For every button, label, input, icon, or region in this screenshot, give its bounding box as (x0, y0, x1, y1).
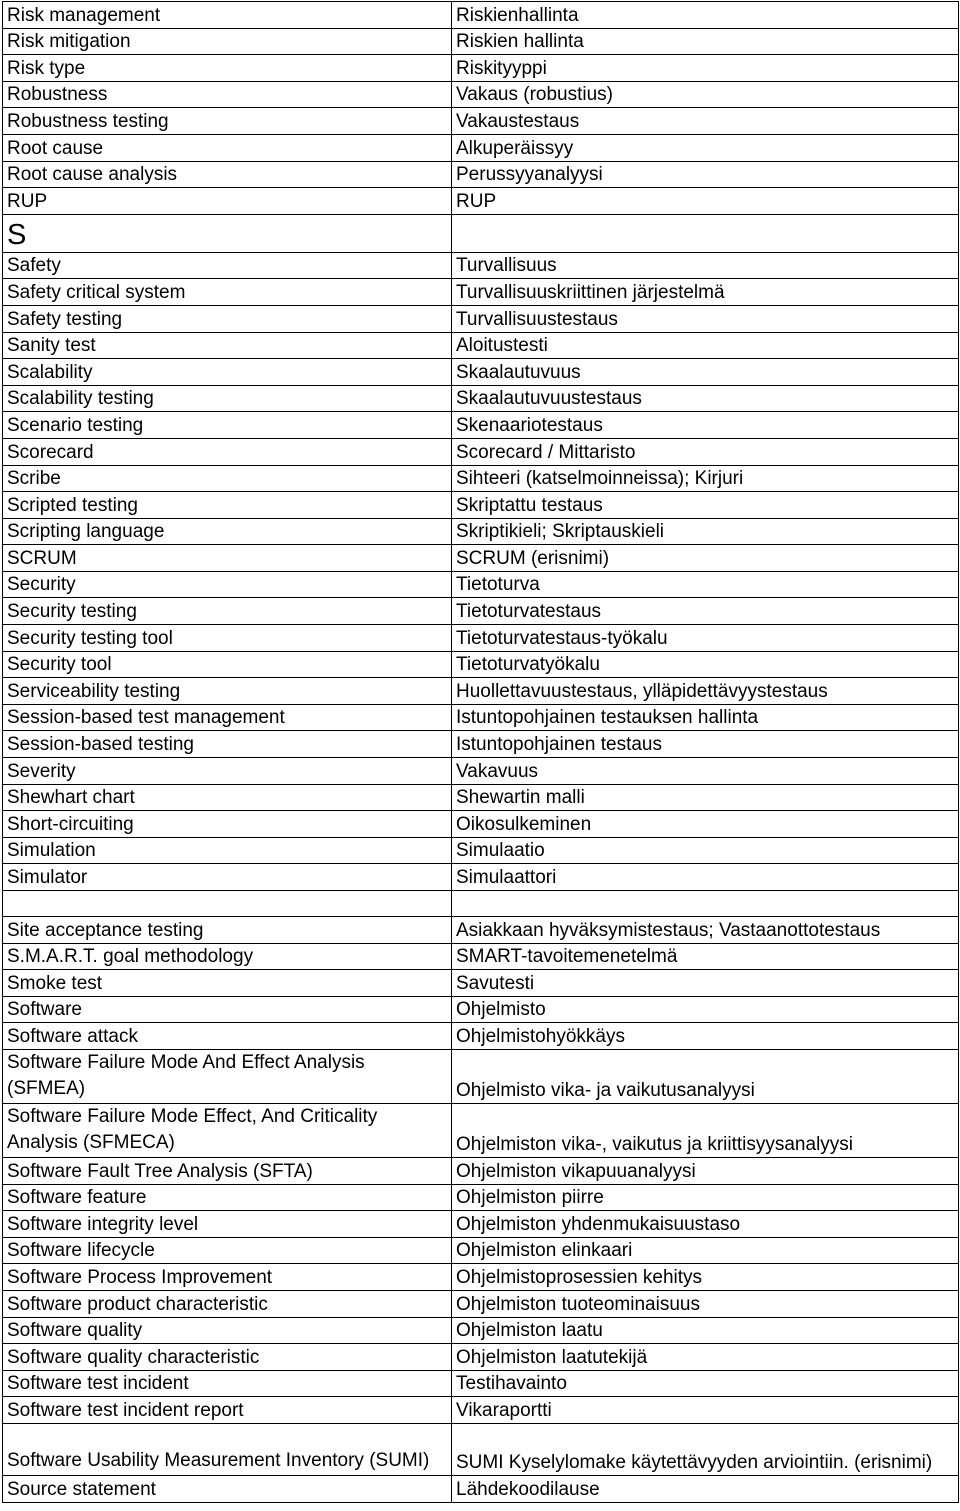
finnish-translation: Tietoturvatestaus-työkalu (452, 625, 959, 652)
table-row (3, 518, 959, 545)
finnish-translation: Perussyyanalyysi (452, 161, 959, 188)
english-term: Scripting language (3, 518, 452, 545)
english-term: Serviceability testing (3, 678, 452, 705)
english-term: Smoke test (3, 970, 452, 997)
finnish-translation: Ohjelmisto (452, 996, 959, 1023)
english-term: Software (3, 996, 452, 1023)
table-row (3, 1049, 959, 1103)
english-term: Software lifecycle (3, 1237, 452, 1264)
finnish-translation: Ohjelmiston yhdenmukaisuustaso (452, 1211, 959, 1238)
finnish-translation: Skriptikieli; Skriptauskieli (452, 518, 959, 545)
finnish-translation: Ohjelmiston piirre (452, 1184, 959, 1211)
table-row (3, 81, 959, 108)
finnish-translation: Ohjelmiston laatu (452, 1317, 959, 1344)
finnish-translation: Alkuperäissyy (452, 134, 959, 161)
finnish-translation: Shewartin malli (452, 784, 959, 811)
table-row (3, 332, 959, 359)
finnish-translation: Ohjelmisto vika- ja vaikutusanalyysi (452, 1049, 959, 1103)
finnish-translation: Riskienhallinta (452, 2, 959, 29)
finnish-translation (452, 891, 959, 917)
english-term: RUP (3, 188, 452, 215)
finnish-translation: Vakaustestaus (452, 108, 959, 135)
table-row (3, 1103, 959, 1157)
finnish-translation: Tietoturvatestaus (452, 598, 959, 625)
table-row (3, 784, 959, 811)
table-row (3, 651, 959, 678)
table-row (3, 917, 959, 944)
table-row (3, 1423, 959, 1475)
table-row (3, 252, 959, 279)
finnish-translation: Ohjelmiston vika-, vaikutus ja kriittisyysanalyysi (452, 1103, 959, 1157)
table-row (3, 1475, 959, 1502)
table-row (3, 1344, 959, 1371)
finnish-translation: Ohjelmiston tuoteominaisuus (452, 1290, 959, 1317)
finnish-translation: Tietoturvatyökalu (452, 651, 959, 678)
english-term: Scalability (3, 359, 452, 386)
english-term: Root cause (3, 134, 452, 161)
finnish-translation: SMART-tavoitemenetelmä (452, 943, 959, 970)
english-term: Security testing tool (3, 625, 452, 652)
table-row (3, 864, 959, 891)
english-term: Software quality characteristic (3, 1344, 452, 1371)
finnish-translation: Skriptattu testaus (452, 492, 959, 519)
english-term: Software Usability Measurement Inventory (SUMI) (3, 1423, 452, 1475)
table-row (3, 438, 959, 465)
table-row (3, 1023, 959, 1050)
english-term: Scorecard (3, 438, 452, 465)
spacer-row (3, 891, 959, 917)
finnish-translation: Riskityyppi (452, 55, 959, 82)
english-term: Software Fault Tree Analysis (SFTA) (3, 1157, 452, 1184)
english-term: Session-based testing (3, 731, 452, 758)
english-term: Robustness (3, 81, 452, 108)
english-term: Risk management (3, 2, 452, 29)
english-term: Safety (3, 252, 452, 279)
english-term: Simulator (3, 864, 452, 891)
finnish-translation: Turvallisuustestaus (452, 305, 959, 332)
table-row (3, 1317, 959, 1344)
finnish-translation: Scorecard / Mittaristo (452, 438, 959, 465)
english-term: Sanity test (3, 332, 452, 359)
finnish-translation: Ohjelmiston elinkaari (452, 1237, 959, 1264)
english-term: Site acceptance testing (3, 917, 452, 944)
table-row (3, 811, 959, 838)
finnish-translation: Huollettavuustestaus, ylläpidettävyystestaus (452, 678, 959, 705)
english-term: Software test incident (3, 1370, 452, 1397)
table-row (3, 1264, 959, 1291)
english-term: Safety critical system (3, 279, 452, 306)
english-term: Software Process Improvement (3, 1264, 452, 1291)
english-term: Shewhart chart (3, 784, 452, 811)
table-row (3, 28, 959, 55)
table-row (3, 492, 959, 519)
table-row (3, 1237, 959, 1264)
table-row (3, 1370, 959, 1397)
table-row (3, 1157, 959, 1184)
finnish-translation: Skenaariotestaus (452, 412, 959, 439)
finnish-translation: Vikaraportti (452, 1397, 959, 1424)
english-term: Software attack (3, 1023, 452, 1050)
table-row (3, 1184, 959, 1211)
table-row (3, 305, 959, 332)
finnish-translation: Savutesti (452, 970, 959, 997)
english-term: Software Failure Mode Effect, And Criticality Analysis (SFMECA) (3, 1103, 452, 1157)
finnish-translation: Turvallisuuskriittinen järjestelmä (452, 279, 959, 306)
table-row (3, 465, 959, 492)
english-term: Software integrity level (3, 1211, 452, 1238)
finnish-translation (452, 214, 959, 252)
english-term (3, 891, 452, 917)
finnish-translation: Ohjelmiston laatutekijä (452, 1344, 959, 1371)
table-row (3, 545, 959, 572)
english-term: Scripted testing (3, 492, 452, 519)
finnish-translation: Ohjelmiston vikapuuanalyysi (452, 1157, 959, 1184)
english-term: Software feature (3, 1184, 452, 1211)
finnish-translation: Sihteeri (katselmoinneissa); Kirjuri (452, 465, 959, 492)
finnish-translation: SUMI Kyselylomake käytettävyyden arviointiin. (erisnimi) (452, 1423, 959, 1475)
table-row (3, 704, 959, 731)
table-row (3, 412, 959, 439)
finnish-translation: Riskien hallinta (452, 28, 959, 55)
finnish-translation: Testihavainto (452, 1370, 959, 1397)
table-row (3, 943, 959, 970)
table-row (3, 598, 959, 625)
finnish-translation: Ohjelmistohyökkäys (452, 1023, 959, 1050)
finnish-translation: RUP (452, 188, 959, 215)
finnish-translation: SCRUM (erisnimi) (452, 545, 959, 572)
english-term: SCRUM (3, 545, 452, 572)
finnish-translation: Simulaattori (452, 864, 959, 891)
english-term: Software quality (3, 1317, 452, 1344)
english-term: Security testing (3, 598, 452, 625)
table-row (3, 2, 959, 29)
finnish-translation: Istuntopohjainen testauksen hallinta (452, 704, 959, 731)
finnish-translation: Vakavuus (452, 758, 959, 785)
english-term: Simulation (3, 837, 452, 864)
english-term: Security tool (3, 651, 452, 678)
table-row (3, 279, 959, 306)
english-term: Robustness testing (3, 108, 452, 135)
english-term: Software product characteristic (3, 1290, 452, 1317)
finnish-translation: Ohjelmistoprosessien kehitys (452, 1264, 959, 1291)
table-row (3, 1290, 959, 1317)
table-row (3, 970, 959, 997)
finnish-translation: Lähdekoodilause (452, 1475, 959, 1502)
section-letter: S (3, 214, 452, 252)
english-term: Source statement (3, 1475, 452, 1502)
english-term: S.M.A.R.T. goal methodology (3, 943, 452, 970)
table-row (3, 108, 959, 135)
english-term: Severity (3, 758, 452, 785)
table-row (3, 837, 959, 864)
finnish-translation: Aloitustesti (452, 332, 959, 359)
finnish-translation: Vakaus (robustius) (452, 81, 959, 108)
table-row (3, 996, 959, 1023)
table-row (3, 758, 959, 785)
english-term: Software test incident report (3, 1397, 452, 1424)
english-term: Safety testing (3, 305, 452, 332)
table-row (3, 625, 959, 652)
finnish-translation: Simulaatio (452, 837, 959, 864)
table-row (3, 385, 959, 412)
english-term: Root cause analysis (3, 161, 452, 188)
finnish-translation: Tietoturva (452, 571, 959, 598)
table-row (3, 161, 959, 188)
table-row (3, 678, 959, 705)
section-heading-row (3, 214, 959, 252)
finnish-translation: Oikosulkeminen (452, 811, 959, 838)
finnish-translation: Asiakkaan hyväksymistestaus; Vastaanottotestaus (452, 917, 959, 944)
english-term: Scribe (3, 465, 452, 492)
glossary-table (2, 1, 959, 1503)
english-term: Short-circuiting (3, 811, 452, 838)
table-row (3, 134, 959, 161)
table-row (3, 1211, 959, 1238)
finnish-translation: Skaalautuvuus (452, 359, 959, 386)
table-row (3, 359, 959, 386)
english-term: Scenario testing (3, 412, 452, 439)
table-row (3, 55, 959, 82)
table-row (3, 1397, 959, 1424)
finnish-translation: Turvallisuus (452, 252, 959, 279)
english-term: Session-based test management (3, 704, 452, 731)
table-row (3, 731, 959, 758)
table-row (3, 188, 959, 215)
glossary-body (3, 2, 959, 1503)
finnish-translation: Istuntopohjainen testaus (452, 731, 959, 758)
english-term: Scalability testing (3, 385, 452, 412)
table-row (3, 571, 959, 598)
english-term: Security (3, 571, 452, 598)
english-term: Risk type (3, 55, 452, 82)
english-term: Software Failure Mode And Effect Analysis (SFMEA) (3, 1049, 452, 1103)
english-term: Risk mitigation (3, 28, 452, 55)
finnish-translation: Skaalautuvuustestaus (452, 385, 959, 412)
